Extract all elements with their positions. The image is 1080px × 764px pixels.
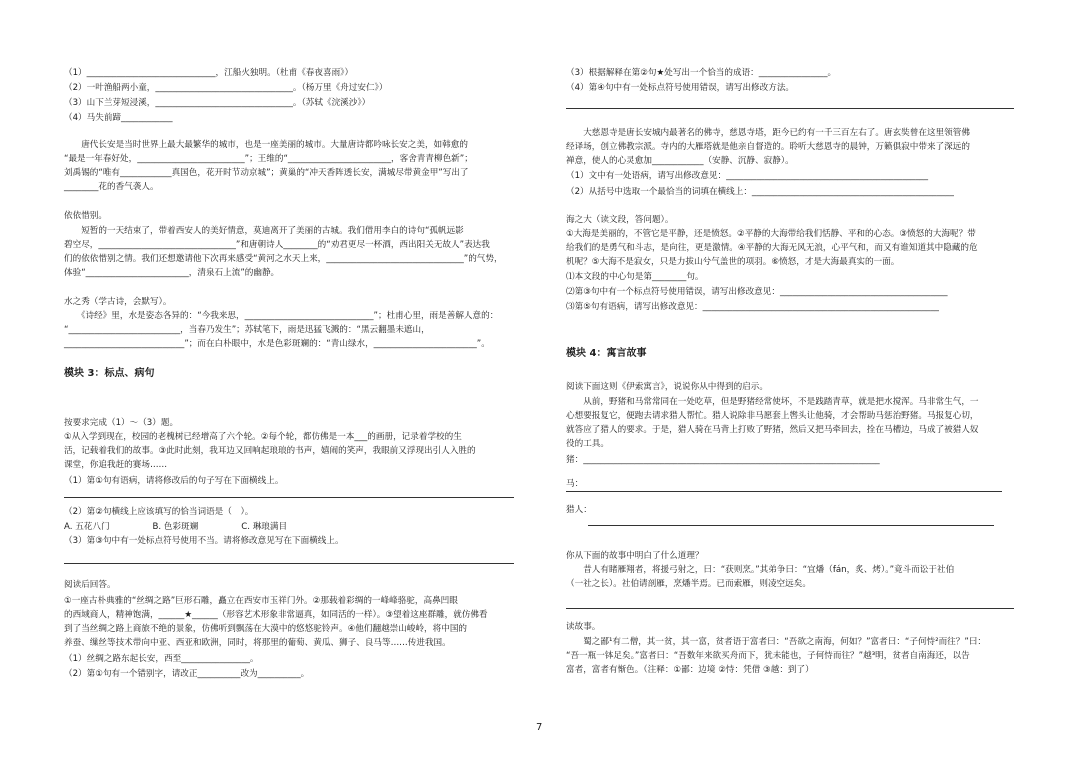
answer-line: [566, 491, 1002, 492]
text-line: “__________________________，当春乃发生”；苏轼笔下，雨是迅猛飞溅的：“黑云翻墨未遮山，: [64, 325, 430, 335]
text-line: ____________________________”；而在白朴眼中，水是色彩斑斓的：“青山绿水，________________________”。: [64, 339, 490, 349]
text-line: （2）从括号中选取一个最恰当的词填在横线上：_______________________________________________: [566, 187, 954, 197]
text-line: 经译场，创立佛教宗派。寺内的大雁塔就是他亲自督造的。聆听大慈恩寺的晨钟，万籁俱寂中带来了深远的: [566, 142, 970, 152]
text-line: 的西域商人，精神饱满，______★______（形容艺术形象非常逼真，如同活的一样）。③望着这座群雕，就仿佛看: [64, 610, 488, 620]
text-line: 机呢？⑤大海不是寂女，只是力拔山兮气盖世的项羽。⑥愤怒，才是大海最真实的一面。: [566, 257, 900, 267]
text-line: 唐代长安是当时世界上最大最繁华的城市，也是一座美丽的城市。大量唐诗都吟咏长安之美，如韩愈的: [64, 140, 468, 150]
text-line: （3）根据解释在第②句★处写出一个恰当的成语：________________。: [566, 68, 837, 78]
text-line: （1）第①句有语病，请将修改后的句子写在下面横线上。: [64, 476, 284, 486]
text-line: ①大海是美丽的，不管它是平静，还是愤怒。②平静的大海带给我们恬静、平和的心态。③愤怒的大海呢？带: [566, 229, 976, 239]
text-line: 阅读下面这则《伊索寓言》，说说你从中得到的启示。: [566, 382, 768, 392]
text-line: 富者，富者有惭色。（注释：①鄙：边境 ②恃：凭借 ③越：到了）: [566, 665, 814, 675]
section-heading: 模块 4：寓言故事: [566, 348, 647, 359]
section-heading: 模块 3：标点、病句: [64, 368, 155, 379]
answer-line: [566, 608, 1014, 609]
text-line: 们的依依惜别之情。我们还想邀请他下次再来感受“黄河之水天上来，________________________________”的气势，: [64, 254, 503, 264]
text-line: （2）一叶渔船两小童，________________________________。（杨万里《舟过安仁》）: [64, 83, 388, 93]
text-line: 活，记载着我们的故事。③此时此刻，我耳边又回响起琅琅的书声，嬉闹的笑声，我眼前又浮现出引人入胜的: [64, 446, 476, 456]
text-line: （2）第②句横线上应该填写的恰当词语是（ ）。: [64, 507, 254, 517]
text-line: ________花的香气袭人。: [64, 182, 159, 192]
text-line: （2）第①句有一个错别字，请改正__________改为__________。: [64, 669, 310, 679]
answer-line: [588, 525, 994, 526]
text-line: （3）山下兰芽短浸溪，________________________________。（苏轼《浣溪沙》）: [64, 98, 371, 108]
answer-line: [566, 108, 1014, 109]
text-line: A. 五花八门 B. 色彩斑斓 C. 琳琅满目: [64, 522, 288, 532]
text-line: 养蚕、缫丝等技术带向中亚、西亚和欧洲，同时，将那里的葡萄、黄瓜、狮子、良马等……传进我国。: [64, 638, 451, 648]
text-line: ①从入学到现在，校园的老槐树已经增高了六个轮。②每个轮，都仿佛是一本___的画册，记录着学校的生: [64, 432, 462, 442]
text-line: 刘禹锡的“唯有____________真国色，花开时节动京城”；黄巢的“冲天香阵透长安，满城尽带黄金甲”写出了: [64, 168, 469, 178]
text-line: 马：: [566, 479, 584, 489]
text-line: 禅意，使人的心灵愈加____________（安静、沉静、寂静）。: [566, 156, 794, 166]
text-line: 碧空尽，________________________________”和唐朝诗人________的“劝君更尽一杯酒，西出阳关无故人”表达我: [64, 240, 490, 250]
text-line: 水之秀（学古诗，会默写）。: [64, 297, 172, 307]
text-line: （1）文中有一处语病，请写出修改意见：_______________________________________________: [566, 171, 929, 181]
text-line: 心想要报复它，便跑去请求猎人帮忙。猎人说除非马愿套上辔头让他骑，才会帮助马惩治野猪。马报复心切，: [566, 411, 979, 421]
text-line: “吾一瓶一钵足矣。”富者曰：“吾数年来欲买舟而下，犹未能也，子何恃而往？”越³明，贫者自南海还，以告: [566, 651, 970, 661]
text-line: 猪：_____________________________________________________________________: [566, 455, 880, 465]
text-line: 读故事。: [566, 622, 601, 632]
text-line: 蜀之鄙¹有二僧，其一贫，其一富，贫者语于富者曰：“吾欲之南海，何如？”富者曰：“子何恃²而往？”曰：: [566, 637, 987, 647]
answer-line: [64, 563, 514, 564]
text-line: （1）丝绸之路东起长安，西至________________。: [64, 654, 259, 664]
text-line: 体验“________________________，清泉石上流”的幽静。: [64, 268, 280, 278]
text-line: 《诗经》里，水是姿态各异的：“今我来思，______________________________”；杜甫心里，雨是善解人意的：: [64, 311, 499, 321]
text-line: 海之大（读文段，答问题）。: [566, 215, 674, 225]
text-line: 大慈恩寺是唐长安城内最著名的佛寺，慈恩寺塔，距今已约有一千三百左右了。唐玄奘曾在这里领管佛: [566, 128, 970, 138]
text-line: 按要求完成（1）～（3）题。: [64, 418, 179, 428]
text-line: 依依惜别。: [64, 211, 107, 221]
text-line: 从前，野猪和马常常同在一处吃草，但是野猪经常使坏，不是践踏青草，就是把水搅浑。马非常生气，一: [566, 397, 979, 407]
text-line: 就答应了猎人的要求。于是，猎人骑在马背上打败了野猪，然后又把马牵回去，拴在马槽边，马成了被猎人奴: [566, 425, 979, 435]
text-line: ⑴本文段的中心句是第________句。: [566, 272, 704, 282]
text-line: （4）马失前蹄____________: [64, 113, 173, 123]
text-line: 阅读后回答。: [64, 580, 116, 590]
text-line: 猎人：: [566, 505, 592, 515]
text-line: （3）第③句中有一处标点符号使用不当。请将修改意见写在下面横线上。: [64, 536, 344, 546]
text-line: ⑵第③句中有一个标点符号使用错误，请写出修改意见：_______________________________________: [566, 287, 948, 297]
text-line: “最是一年春好处，_________________________”；王维的“________________________，客舍青青柳色新”；: [64, 154, 473, 164]
text-line: 给我们的是勇气和斗志，是向往，更是激情。④平静的大海无风无浪，心平气和，而又有谁知道其中隐藏的危: [566, 243, 978, 253]
text-line: （4）第④句中有一处标点符号使用错误，请写出修改方法。: [566, 83, 795, 93]
text-line: ①一座古朴典雅的“丝绸之路”巨形石雕，矗立在西安市玉祥门外。②那载着彩绸的一峰峰骆驼，高鼻凹眼: [64, 596, 458, 606]
page-number: 7: [536, 722, 543, 733]
text-line: 短暂的一天结束了，带着西安人的美好情意，莫迪离开了美丽的古城。我们借用李白的诗句“孤帆远影: [64, 226, 464, 236]
text-line: 课堂，你追我赶的赛场……: [64, 460, 168, 470]
text-line: ⑶第⑤句有语病，请写出修改意见：_______________________________________________________: [566, 302, 939, 312]
text-line: 到了当丝绸之路上商旅不绝的景象，仿佛听到飘荡在大漠中的悠悠驼铃声。④他们翻越崇山峻岭，将中国的: [64, 624, 468, 634]
text-line: 昔人有睹雁翔者，将援弓射之，曰：“获则烹。”其弟争曰：“宜燔（fán，炙、烤）。”竟斗而讼于社伯: [566, 565, 955, 575]
text-line: 役的工具。: [566, 439, 609, 449]
answer-line: [64, 497, 514, 498]
text-line: 你从下面的故事中明白了什么道理？: [566, 551, 704, 561]
text-line: （1）______________________________，江船火独明。（杜甫《春夜喜雨》）: [64, 68, 354, 78]
text-line: （一社之长）。社伯请剖雁，烹燔半焉。已而索雁，则凌空远矣。: [566, 579, 811, 589]
